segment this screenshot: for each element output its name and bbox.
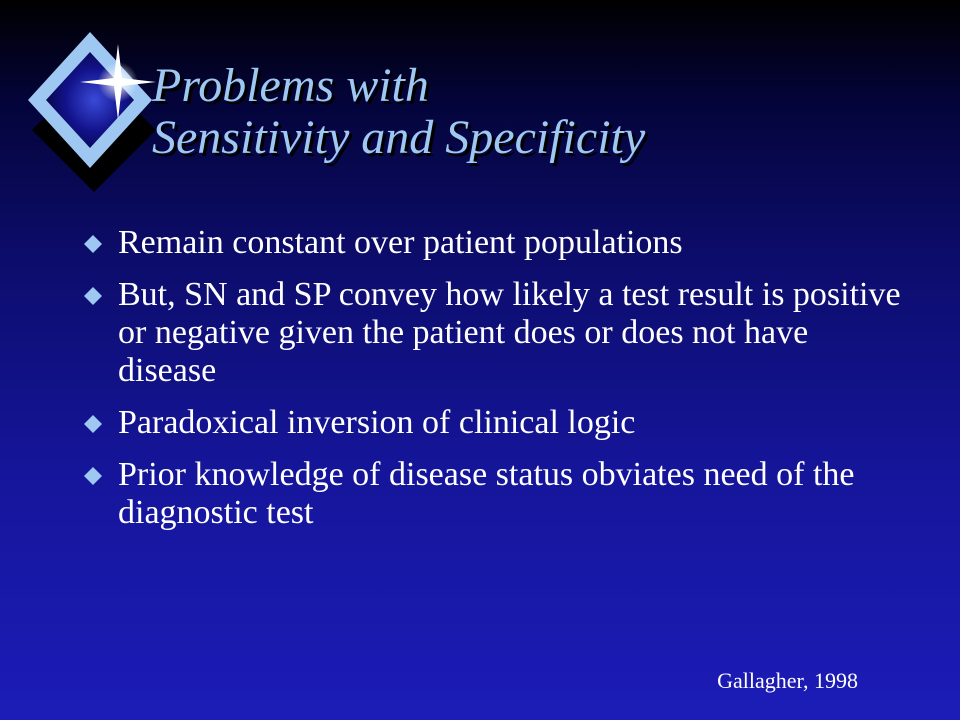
citation: Gallagher, 1998 — [717, 668, 858, 693]
bullet-item — [84, 404, 914, 442]
bullet-text: Paradoxical inversion of clinical logic — [118, 404, 636, 441]
bullet-item — [84, 456, 914, 532]
diamond-bullet-icon — [84, 235, 102, 253]
diamond-bullet-icon — [84, 415, 102, 433]
bullet-item — [84, 276, 914, 390]
bullet-item — [84, 224, 914, 262]
slide-title-line-1: Problems with — [152, 59, 429, 112]
bullet-text: Remain constant over patient populations — [118, 224, 683, 261]
bullet-list — [84, 224, 914, 546]
slide-title-line-2: Sensitivity and Specificity — [152, 111, 646, 164]
bullet-text: Prior knowledge of disease status obviates need of the diagnostic test — [118, 456, 855, 531]
bullet-text: But, SN and SP convey how likely a test result is positive or negative given the patient does or does not have disease — [118, 276, 901, 389]
slide-title — [152, 60, 645, 164]
diamond-bullet-icon — [84, 467, 102, 485]
diamond-bullet-icon — [84, 287, 102, 305]
